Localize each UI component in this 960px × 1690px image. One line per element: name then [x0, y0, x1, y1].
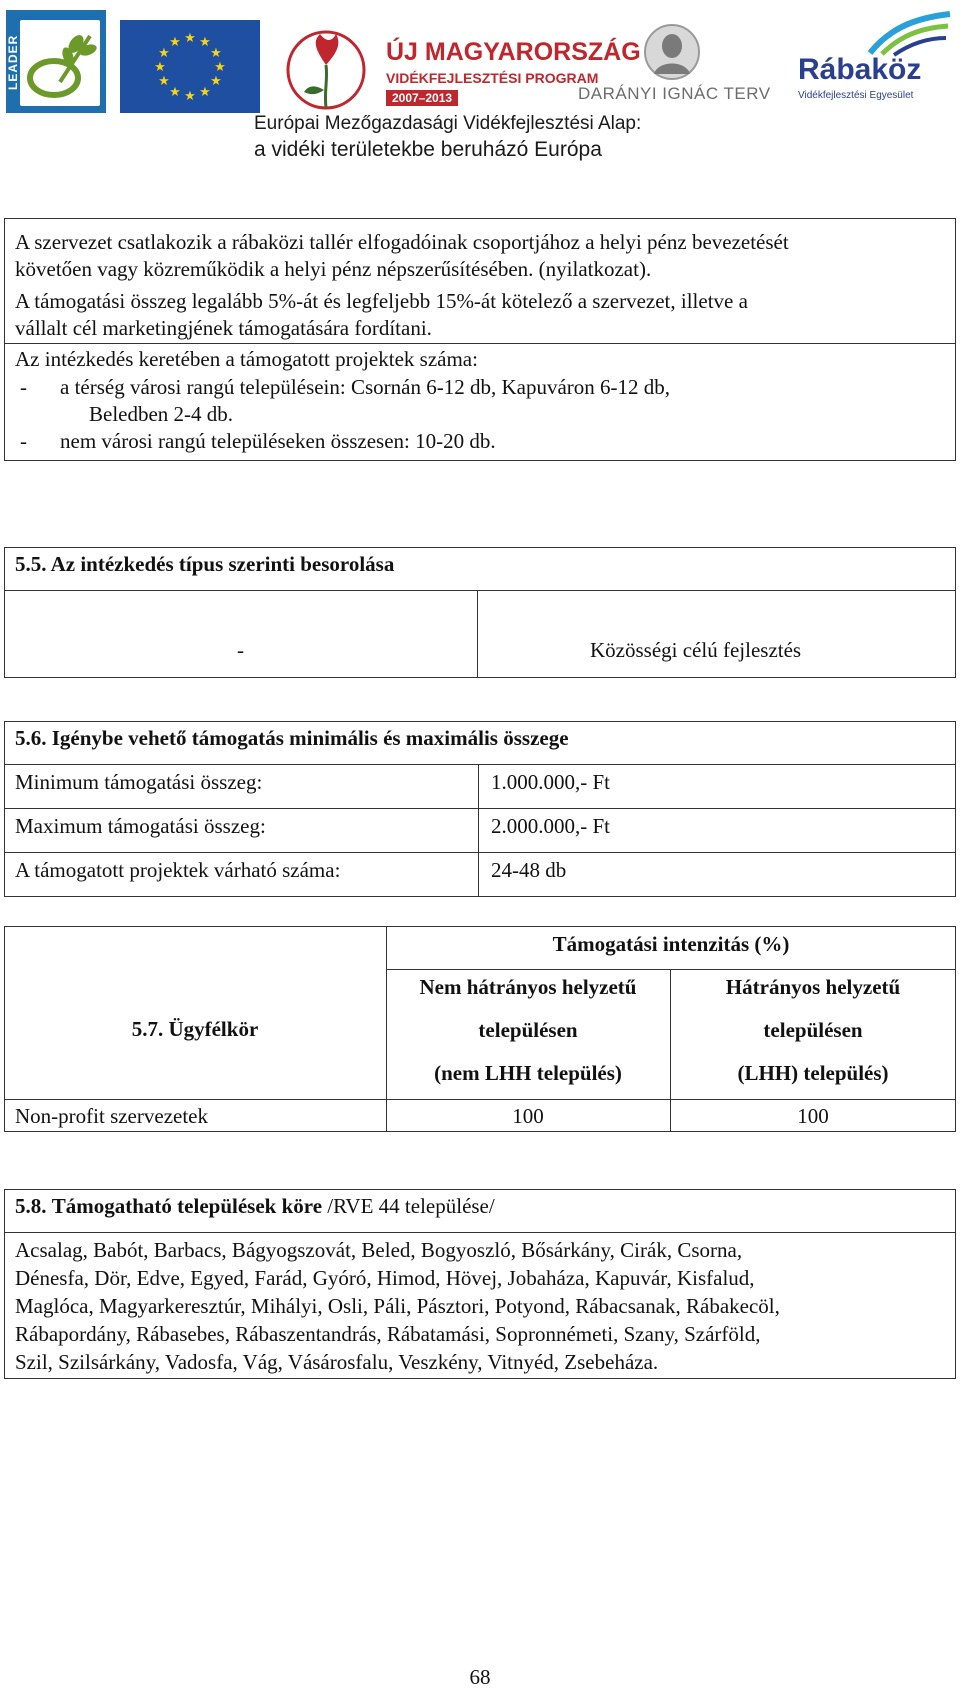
section-5-8-heading	[15, 1193, 495, 1219]
svg-text:★: ★	[199, 85, 211, 100]
section-5-7-heading: 5.7. Ügyfélkör	[131, 1017, 259, 1041]
project-count-label: A támogatott projektek várható száma:	[15, 858, 341, 882]
section-5-6-heading	[15, 725, 569, 751]
section-title: Az intézkedés típus szerinti besorolása	[50, 552, 395, 576]
max-amount-label: Maximum támogatási összeg:	[15, 814, 266, 838]
intro-line-1: A szervezet csatlakozik a rábaközi tallér elfogadóinak csoportjához a helyi pénz bevezetését	[15, 230, 789, 254]
divider	[386, 969, 956, 970]
eafrd-line-1: Európai Mezőgazdasági Vidékfejlesztési Alap:	[254, 113, 642, 134]
section-number: 5.8.	[15, 1194, 47, 1218]
section-suffix: /RVE 44 települése/	[327, 1194, 495, 1218]
intro-line-2: követően vagy közreműködik a helyi pénz népszerűsítésében. (nyilatkozat).	[15, 257, 652, 281]
col1-line-3: (nem LHH település)	[434, 1061, 622, 1085]
eafrd-line-2: a vidéki területekbe beruházó Európa	[254, 138, 602, 161]
eu-stars-icon	[120, 20, 260, 113]
divider	[478, 764, 479, 897]
daranyi-label: DARÁNYI IGNÁC TERV	[578, 84, 771, 103]
svg-text:★: ★	[169, 35, 181, 50]
svg-text:★: ★	[169, 85, 181, 100]
intro-line-8: nem városi rangú településeken összesen: 10-20 db.	[60, 429, 496, 453]
intro-line-4: vállalt cél marketingjének támogatására fordítani.	[15, 316, 432, 340]
section-number: 5.5.	[15, 552, 47, 576]
leader-logo	[6, 10, 106, 113]
min-amount-label: Minimum támogatási összeg:	[15, 770, 263, 794]
settlements-line-1: Acsalag, Babót, Barbacs, Bágyogszovát, Beled, Bogyoszló, Bősárkány, Cirák, Csorna,	[15, 1238, 743, 1262]
settlements-line-3: Maglóca, Magyarkeresztúr, Mihályi, Osli, Páli, Pásztori, Potyond, Rábacsanak, Rábakecöl,	[15, 1294, 780, 1318]
nonprofit-value-non-lhh: 100	[512, 1104, 544, 1128]
s55-right-value: Közösségi célú fejlesztés	[590, 638, 802, 662]
umvp-title: ÚJ MAGYARORSZÁG	[386, 38, 641, 66]
leader-logo-text: LEADER	[6, 34, 20, 91]
leaf-icon	[20, 20, 100, 106]
waves-icon	[860, 8, 955, 58]
list-dash: -	[20, 429, 27, 453]
divider	[477, 590, 478, 678]
leader-emblem	[20, 20, 100, 106]
intensity-header: Támogatási intenzitás (%)	[552, 932, 790, 956]
nonprofit-value-lhh: 100	[797, 1104, 829, 1128]
intro-divider	[4, 343, 956, 344]
svg-text:★: ★	[210, 74, 222, 89]
divider	[4, 590, 956, 591]
section-number: 5.6.	[15, 726, 47, 750]
intro-line-5: Az intézkedés keretében a támogatott projektek száma:	[15, 347, 478, 371]
col2-line-3: (LHH) település)	[737, 1061, 889, 1085]
settlements-line-4: Rábapordány, Rábasebes, Rábaszentandrás, Rábatamási, Sopronnémeti, Szany, Szárföld,	[15, 1322, 761, 1346]
daranyi-ignac-logo	[578, 22, 771, 104]
svg-text:★: ★	[199, 35, 211, 50]
flower-icon	[286, 20, 366, 120]
intro-line-6: a térség városi rangú településein: Csornán 6-12 db, Kapuváron 6-12 db,	[60, 375, 671, 399]
divider	[4, 808, 956, 809]
intro-line-7: Beledben 2-4 db.	[89, 402, 234, 426]
section-title: Igénybe vehető támogatás minimális és maximális összege	[51, 726, 569, 750]
rabakoz-subtitle: Vidékfejlesztési Egyesület	[798, 90, 914, 101]
svg-text:★: ★	[214, 60, 226, 75]
s55-left-value: -	[237, 638, 244, 662]
umvp-subtitle: VIDÉKFEJLESZTÉSI PROGRAM	[386, 70, 599, 86]
max-amount-value: 2.000.000,- Ft	[491, 814, 611, 838]
svg-text:★: ★	[210, 46, 222, 61]
section-title: Támogatható települések köre	[51, 1194, 323, 1218]
min-amount-value: 1.000.000,- Ft	[491, 770, 611, 794]
svg-text:★: ★	[184, 31, 196, 46]
list-dash: -	[20, 375, 27, 399]
section-5-5-heading	[15, 551, 394, 577]
uj-magyarorszag-logo	[286, 20, 641, 120]
col1-line-2: településen	[478, 1018, 578, 1042]
divider	[4, 852, 956, 853]
umvp-years: 2007–2013	[386, 90, 458, 106]
settlements-line-5: Szil, Szilsárkány, Vadosfa, Vág, Vásárosfalu, Veszkény, Vitnyéd, Zsebeháza.	[15, 1350, 659, 1374]
svg-text:★: ★	[154, 60, 166, 75]
rabakoz-logo	[790, 8, 960, 108]
svg-text:★: ★	[158, 74, 170, 89]
portrait-icon	[642, 22, 702, 80]
eu-flag-logo	[120, 20, 260, 113]
nonprofit-label: Non-profit szervezetek	[15, 1104, 208, 1128]
col2-line-1: Hátrányos helyzetű	[725, 975, 901, 999]
divider	[4, 1232, 956, 1233]
project-count-value: 24-48 db	[491, 858, 567, 882]
col2-line-2: településen	[763, 1018, 863, 1042]
divider	[4, 764, 956, 765]
svg-text:★: ★	[184, 89, 196, 104]
settlements-line-2: Dénesfa, Dör, Edve, Egyed, Farád, Gyóró, Himod, Hövej, Jobaháza, Kapuvár, Kisfalud,	[15, 1266, 755, 1290]
intro-line-3: A támogatási összeg legalább 5%-át és legfeljebb 15%-át kötelező a szervezet, illetve a	[15, 289, 748, 313]
rabakoz-name: Rábaköz	[798, 53, 922, 86]
divider	[4, 1099, 956, 1100]
col1-line-1: Nem hátrányos helyzetű	[419, 975, 637, 999]
page-number: 68	[469, 1665, 491, 1689]
svg-text:★: ★	[158, 46, 170, 61]
